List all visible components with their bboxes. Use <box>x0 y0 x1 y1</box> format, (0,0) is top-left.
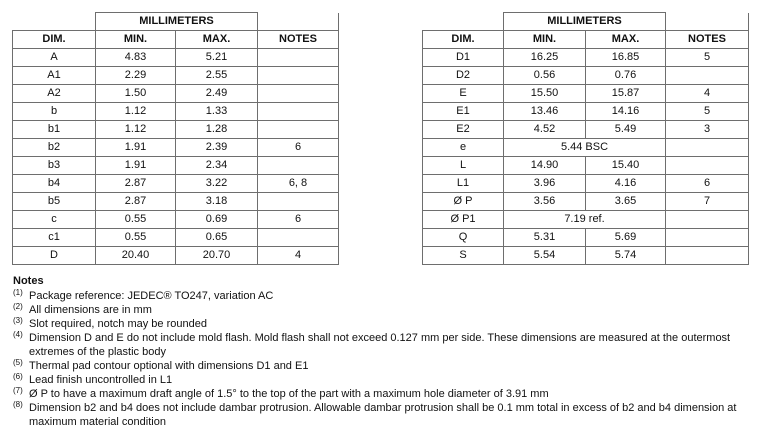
note-number: (6) <box>13 372 23 381</box>
dim-cell: b1 <box>13 121 96 139</box>
dim-cell: A2 <box>13 85 96 103</box>
note-item <box>13 387 758 401</box>
min-cell: 4.83 <box>96 49 176 67</box>
notes-cell: 6 <box>258 139 339 157</box>
notes-column-header: NOTES <box>258 31 339 49</box>
notes-cell <box>258 193 339 211</box>
max-cell: 2.55 <box>176 67 258 85</box>
merged-value-cell: 5.44 BSC <box>504 139 666 157</box>
table-row <box>13 121 339 139</box>
note-item <box>13 401 758 429</box>
table-row <box>423 175 749 193</box>
max-cell: 1.28 <box>176 121 258 139</box>
dim-cell: e <box>423 139 504 157</box>
max-cell: 15.40 <box>586 157 666 175</box>
table-row <box>423 229 749 247</box>
note-number: (8) <box>13 400 23 409</box>
table-row <box>423 157 749 175</box>
merged-value-cell: 7.19 ref. <box>504 211 666 229</box>
dim-cell: D1 <box>423 49 504 67</box>
note-text: Package reference: JEDEC® TO247, variation AC <box>29 290 274 302</box>
dim-column-header: DIM. <box>13 31 96 49</box>
notes-cell: 6, 8 <box>258 175 339 193</box>
min-cell: 20.40 <box>96 247 176 265</box>
max-cell: 0.69 <box>176 211 258 229</box>
max-cell: 2.34 <box>176 157 258 175</box>
min-cell: 0.55 <box>96 211 176 229</box>
dim-cell: c1 <box>13 229 96 247</box>
note-text: Thermal pad contour optional with dimensions D1 and E1 <box>29 360 309 372</box>
table-row <box>13 139 339 157</box>
dimension-table-right <box>422 12 749 265</box>
min-cell: 0.55 <box>96 229 176 247</box>
dim-cell: A1 <box>13 67 96 85</box>
min-cell: 2.29 <box>96 67 176 85</box>
notes-cell: 4 <box>258 247 339 265</box>
notes-cell <box>258 49 339 67</box>
notes-cell <box>666 139 749 157</box>
dim-cell: L1 <box>423 175 504 193</box>
max-column-header: MAX. <box>586 31 666 49</box>
max-cell: 14.16 <box>586 103 666 121</box>
table-header-row <box>13 31 339 49</box>
notes-section <box>13 274 758 429</box>
dim-cell: b5 <box>13 193 96 211</box>
table-row <box>423 211 749 229</box>
blank-cell <box>13 13 96 31</box>
min-cell: 16.25 <box>504 49 586 67</box>
notes-cell <box>258 121 339 139</box>
table-row <box>13 229 339 247</box>
table-row <box>423 49 749 67</box>
blank-cell <box>423 13 504 31</box>
table-row <box>423 103 749 121</box>
millimeters-header: MILLIMETERS <box>504 13 666 31</box>
dim-column-header: DIM. <box>423 31 504 49</box>
min-cell: 4.52 <box>504 121 586 139</box>
notes-cell: 6 <box>666 175 749 193</box>
notes-title: Notes <box>13 275 44 287</box>
min-column-header: MIN. <box>96 31 176 49</box>
table-row <box>423 67 749 85</box>
max-cell: 5.69 <box>586 229 666 247</box>
min-cell: 2.87 <box>96 193 176 211</box>
max-cell: 20.70 <box>176 247 258 265</box>
note-text: Lead finish uncontrolled in L1 <box>29 374 173 386</box>
dimension-table-left <box>12 12 339 265</box>
dim-cell: Ø P <box>423 193 504 211</box>
max-column-header: MAX. <box>176 31 258 49</box>
note-text: Dimension b2 and b4 does not include dambar protrusion. Allowable dambar protrusion shall be 0.1 mm total in excess of b2 and b4 dimension at maximum material condition <box>29 402 737 428</box>
table-group-header-row <box>13 13 339 31</box>
min-cell: 15.50 <box>504 85 586 103</box>
max-cell: 0.65 <box>176 229 258 247</box>
table-row <box>423 121 749 139</box>
dim-cell: D <box>13 247 96 265</box>
notes-column-header: NOTES <box>666 31 749 49</box>
notes-cell <box>258 85 339 103</box>
min-cell: 1.12 <box>96 103 176 121</box>
notes-cell: 6 <box>258 211 339 229</box>
notes-cell: 5 <box>666 103 749 121</box>
dim-cell: b <box>13 103 96 121</box>
min-cell: 1.91 <box>96 157 176 175</box>
notes-cell: 4 <box>666 85 749 103</box>
table-row <box>13 49 339 67</box>
dim-cell: D2 <box>423 67 504 85</box>
note-text: Slot required, notch may be rounded <box>29 318 207 330</box>
min-cell: 5.31 <box>504 229 586 247</box>
note-number: (2) <box>13 302 23 311</box>
table-row <box>13 85 339 103</box>
dim-cell: L <box>423 157 504 175</box>
max-cell: 1.33 <box>176 103 258 121</box>
dim-cell: A <box>13 49 96 67</box>
max-cell: 0.76 <box>586 67 666 85</box>
table-row <box>13 247 339 265</box>
max-cell: 3.18 <box>176 193 258 211</box>
notes-cell <box>258 229 339 247</box>
notes-cell <box>666 67 749 85</box>
min-cell: 1.12 <box>96 121 176 139</box>
max-cell: 4.16 <box>586 175 666 193</box>
table-row <box>423 193 749 211</box>
dim-cell: b2 <box>13 139 96 157</box>
table-row <box>13 193 339 211</box>
dim-cell: c <box>13 211 96 229</box>
table-row <box>423 85 749 103</box>
table-row <box>423 139 749 157</box>
dim-cell: Q <box>423 229 504 247</box>
table-row <box>13 211 339 229</box>
note-item <box>13 317 758 331</box>
notes-cell: 5 <box>666 49 749 67</box>
max-cell: 3.22 <box>176 175 258 193</box>
dim-cell: E <box>423 85 504 103</box>
min-cell: 2.87 <box>96 175 176 193</box>
notes-cell: 3 <box>666 121 749 139</box>
notes-cell <box>258 67 339 85</box>
max-cell: 2.39 <box>176 139 258 157</box>
note-item <box>13 331 758 359</box>
dim-cell: E2 <box>423 121 504 139</box>
note-text: Ø P to have a maximum draft angle of 1.5° to the top of the part with a maximum hole diameter of 3.91 mm <box>29 388 549 400</box>
dim-cell: E1 <box>423 103 504 121</box>
notes-cell: 7 <box>666 193 749 211</box>
note-number: (3) <box>13 316 23 325</box>
max-cell: 5.21 <box>176 49 258 67</box>
min-cell: 0.56 <box>504 67 586 85</box>
min-cell: 1.50 <box>96 85 176 103</box>
table-header-row <box>423 31 749 49</box>
max-cell: 5.49 <box>586 121 666 139</box>
max-cell: 5.74 <box>586 247 666 265</box>
table-row <box>423 247 749 265</box>
table-row <box>13 67 339 85</box>
min-cell: 5.54 <box>504 247 586 265</box>
min-cell: 1.91 <box>96 139 176 157</box>
dim-cell: b4 <box>13 175 96 193</box>
note-number: (7) <box>13 386 23 395</box>
note-item <box>13 303 758 317</box>
max-cell: 3.65 <box>586 193 666 211</box>
min-cell: 3.96 <box>504 175 586 193</box>
notes-cell <box>666 247 749 265</box>
blank-cell <box>666 13 749 31</box>
table-row <box>13 103 339 121</box>
notes-cell <box>258 103 339 121</box>
notes-cell <box>666 157 749 175</box>
notes-cell <box>666 211 749 229</box>
table-row <box>13 157 339 175</box>
notes-cell <box>258 157 339 175</box>
min-cell: 14.90 <box>504 157 586 175</box>
note-text: All dimensions are in mm <box>29 304 152 316</box>
min-column-header: MIN. <box>504 31 586 49</box>
note-number: (4) <box>13 330 23 339</box>
dim-cell: Ø P1 <box>423 211 504 229</box>
millimeters-header: MILLIMETERS <box>96 13 258 31</box>
max-cell: 16.85 <box>586 49 666 67</box>
notes-cell <box>666 229 749 247</box>
note-number: (1) <box>13 288 23 297</box>
max-cell: 2.49 <box>176 85 258 103</box>
blank-cell <box>258 13 339 31</box>
note-item <box>13 359 758 373</box>
dim-cell: b3 <box>13 157 96 175</box>
max-cell: 15.87 <box>586 85 666 103</box>
note-text: Dimension D and E do not include mold flash. Mold flash shall not exceed 0.127 mm per side. These dimensions are measured at the outermost extremes of the plastic body <box>29 332 731 358</box>
note-item <box>13 289 758 303</box>
min-cell: 3.56 <box>504 193 586 211</box>
table-row <box>13 175 339 193</box>
dim-cell: S <box>423 247 504 265</box>
note-item <box>13 373 758 387</box>
table-group-header-row <box>423 13 749 31</box>
min-cell: 13.46 <box>504 103 586 121</box>
note-number: (5) <box>13 358 23 367</box>
